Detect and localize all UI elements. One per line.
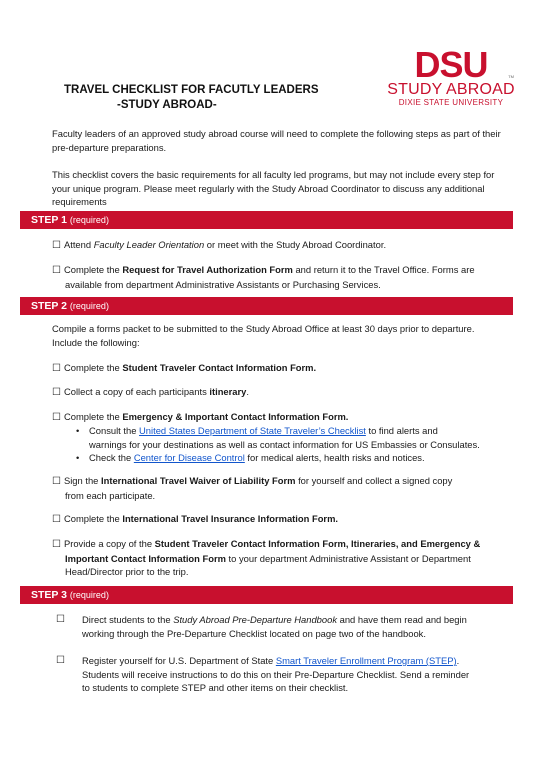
step-2-item-6-text-d: to your department Administrative Assistant or Department	[225, 552, 471, 564]
step-2-item-3-text-a: Complete the	[63, 411, 123, 422]
step-2-item-3	[52, 410, 512, 425]
step-3-item-1-text-a: Direct students to the	[82, 614, 174, 625]
step-2-item-5-form-name: International Travel Insurance Information Form.	[122, 513, 339, 524]
step-3-label: STEP 3	[31, 589, 67, 601]
cdc-link[interactable]: Center for Disease Control	[133, 452, 245, 463]
step-1-item-2-text-d: available from department Administrative Assistants or Purchasing Services.	[65, 278, 381, 290]
step-2-item-6	[52, 537, 512, 579]
checkbox-icon[interactable]: ☐	[52, 240, 61, 251]
step-2-item-1	[52, 361, 512, 376]
step-2-item-2	[52, 385, 512, 400]
logo-program-name: STUDY ABROAD	[387, 81, 515, 98]
step-3-header	[20, 586, 513, 604]
step-2-item-1-form-name: Student Traveler Contact Information Form.	[122, 362, 317, 373]
step-1-header	[20, 211, 513, 229]
logo-university-name: DIXIE STATE UNIVERSITY	[398, 98, 504, 107]
step-2-intro	[52, 322, 512, 349]
step-2-bullet-2-text-a: Check the	[89, 452, 134, 463]
step-2-bullet-2-text-c: for medical alerts, health risks and notices.	[244, 452, 425, 463]
step-2-item-2-text-a: Collect a copy of each participants	[63, 386, 210, 397]
step-1-label: STEP 1	[31, 214, 67, 226]
dsu-study-abroad-logo	[386, 44, 516, 107]
checkbox-icon[interactable]: ☐	[52, 265, 61, 276]
intro-paragraph-1: Faculty leaders of an approved study abroad course will need to complete the following steps as part of their pre-departure preparations.	[52, 128, 501, 153]
step-3-item-1-text-c: and have them read and begin	[337, 614, 467, 625]
step-1-item-1	[52, 238, 512, 253]
step-enrollment-link[interactable]: Smart Traveler Enrollment Program (STEP)	[275, 655, 457, 666]
step-2-header	[20, 297, 513, 315]
bullet-icon: •	[76, 425, 80, 436]
checkbox-icon[interactable]: ☐	[56, 614, 65, 625]
checkbox-icon[interactable]: ☐	[52, 476, 61, 487]
step-2-item-2-text-c: .	[246, 386, 249, 397]
step-2-bullet-1-text-a: Consult the	[89, 425, 140, 436]
checkbox-icon[interactable]: ☐	[52, 514, 61, 525]
step-2-item-4-text-a: Sign the	[63, 475, 101, 486]
checkbox-icon[interactable]: ☐	[56, 655, 65, 666]
page-title: TRAVEL CHECKLIST FOR FACUTLY LEADERS	[64, 84, 319, 96]
step-2-item-1-text-a: Complete the	[63, 362, 123, 373]
step-3-item-2	[82, 654, 514, 695]
step-1-item-2-form-name: Request for Travel Authorization Form	[122, 264, 293, 275]
step-2-item-6-forms-line-1: Student Traveler Contact Information Form, Itineraries, and Emergency &	[154, 538, 481, 549]
step-3-required: (required)	[69, 590, 109, 600]
step-2-item-4-text-c: for yourself and collect a signed copy	[295, 475, 453, 486]
step-3-item-1	[82, 613, 514, 640]
step-2-item-6-text-a: Provide a copy of the	[63, 538, 155, 549]
state-dept-travelers-checklist-link[interactable]: United States Department of State Traveler’s Checklist	[139, 425, 366, 436]
step-3-item-2-text-d: Students will receive instructions to do this on their Pre-Departure Checklist. Send a reminder	[82, 668, 470, 680]
step-2-item-6-text-e: Head/Director prior to the trip.	[65, 566, 189, 577]
step-2-intro-line-2: Include the following:	[52, 336, 140, 348]
step-1-item-1-text-a: Attend	[63, 239, 94, 250]
step-2-bullet-2-text	[89, 451, 514, 465]
checkbox-icon[interactable]: ☐	[52, 539, 61, 550]
step-2-item-5	[52, 512, 512, 527]
step-1-item-2	[52, 263, 512, 291]
intro-paragraph-2: This checklist covers the basic requirements for all faculty led programs, but may not include every step for your unique program. Please meet regularly with the Study Abroad Coordinator to discuss any additional requirements	[52, 169, 495, 207]
step-2-bullet-1-text	[89, 424, 514, 451]
step-1-item-1-text-c: or meet with the Study Abroad Coordinator.	[204, 239, 387, 250]
step-2-required: (required)	[69, 301, 109, 311]
checkbox-icon[interactable]: ☐	[52, 387, 61, 398]
step-2-item-5-text-a: Complete the	[63, 513, 123, 524]
step-1-required: (required)	[69, 215, 109, 225]
step-3-item-2-text-e: to students to complete STEP and other items on their checklist.	[82, 682, 349, 693]
step-2-item-4-text-d: from each participate.	[65, 489, 156, 501]
step-2-item-4-form-name: International Travel Waiver of Liability Form	[100, 475, 296, 486]
step-2-bullet-1-text-d: warnings for your destinations as well as contact information for US Embassies or Consulates.	[89, 438, 480, 450]
step-2-item-4	[52, 474, 512, 502]
step-2-bullet-1-text-c: to find alerts and	[365, 425, 438, 436]
step-1-item-2-text-a: Complete the	[63, 264, 123, 275]
step-1-item-1-emphasis: Faculty Leader Orientation	[93, 239, 205, 250]
step-2-label: STEP 2	[31, 300, 67, 312]
step-3-item-1-text-d: working through the Pre-Departure Checklist located on page two of the handbook.	[82, 627, 426, 639]
step-2-intro-line-1: Compile a forms packet to be submitted to the Study Abroad Office at least 30 days prior to departure.	[52, 323, 475, 334]
logo-trademark: TM	[508, 74, 514, 79]
checkbox-icon[interactable]: ☐	[52, 363, 61, 374]
step-2-item-2-itinerary: itinerary	[209, 386, 247, 397]
page-subtitle: -STUDY ABROAD-	[117, 99, 217, 111]
bullet-icon: •	[76, 452, 80, 463]
step-2-item-6-forms-line-2: Important Contact Information Form	[65, 552, 226, 564]
step-1-item-2-text-c: and return it to the Travel Office. Forms are	[292, 264, 475, 275]
step-3-item-2-text-c: .	[456, 655, 460, 666]
step-3-item-2-text-a: Register yourself for U.S. Department of State	[82, 655, 276, 666]
step-3-item-1-handbook: Study Abroad Pre-Departure Handbook	[173, 614, 338, 625]
checkbox-icon[interactable]: ☐	[52, 412, 61, 423]
logo-dsu-letters: DSU	[414, 44, 488, 85]
step-2-item-3-form-name: Emergency & Important Contact Information Form.	[122, 411, 349, 422]
